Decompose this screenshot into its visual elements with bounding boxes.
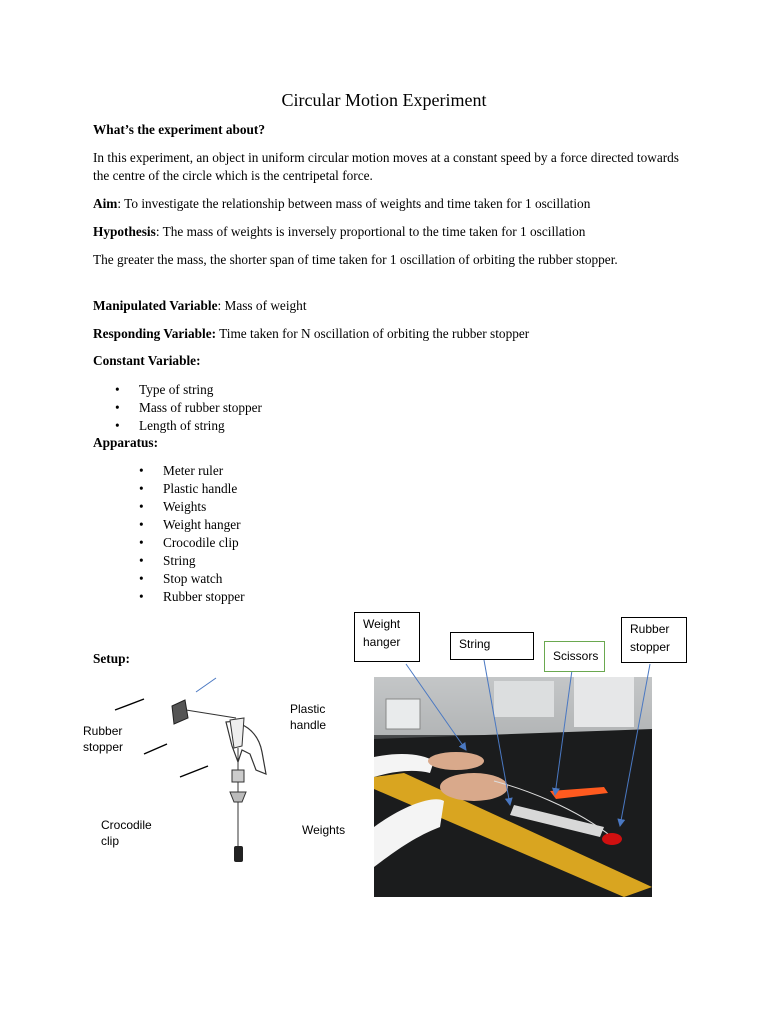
aim-text: : To investigate the relationship between mass of weights and time taken for 1 oscillation (117, 196, 591, 211)
bullet-icon: • (139, 517, 144, 532)
hanging-weight-icon (234, 846, 243, 862)
plastic-handle-label: Plastic handle (290, 702, 327, 732)
manipulated-text: : Mass of weight (217, 298, 307, 313)
list-item: • Mass of rubber stopper (115, 400, 262, 415)
responding-text: Time taken for N oscillation of orbiting the rubber stopper (216, 326, 530, 341)
question-heading: What’s the experiment about? (93, 122, 265, 137)
rubber-stopper-label: Rubber stopper (83, 724, 124, 754)
pointer-line (115, 699, 144, 710)
manipulated-variable-line (93, 297, 693, 315)
list-item: • Length of string (115, 418, 225, 433)
bullet-icon: • (115, 400, 120, 415)
constant-variable-heading: Constant Variable: (93, 353, 201, 368)
bullet-icon: • (139, 499, 144, 514)
apparatus-heading: Apparatus: (93, 435, 159, 450)
scissors-callout: Scissors (544, 641, 605, 672)
page-title: Circular Motion Experiment (281, 90, 487, 110)
aim-line (93, 195, 693, 213)
weights-label: Weights (302, 823, 346, 837)
manipulated-label: Manipulated Variable (93, 298, 218, 313)
list-item: • Weight hanger (139, 517, 241, 532)
plastic-handle-icon (230, 718, 244, 748)
apparatus-list (139, 462, 245, 606)
hypothesis-line (93, 223, 693, 241)
bullet-icon: • (115, 382, 120, 397)
list-item: • Rubber stopper (139, 589, 245, 604)
experiment-photo (374, 677, 652, 897)
weight-hanger-callout: Weight hanger (354, 612, 420, 662)
list-item: • Type of string (115, 382, 214, 397)
bullet-icon: • (139, 535, 144, 550)
pointer-line (144, 744, 167, 754)
list-item: • Plastic handle (139, 481, 238, 496)
aim-label: Aim (93, 196, 118, 211)
crocodile-clip-icon (230, 792, 246, 802)
list-item: • Stop watch (139, 571, 223, 586)
bullet-icon: • (139, 571, 144, 586)
hypothesis-label: Hypothesis (93, 224, 156, 239)
bullet-icon: • (139, 553, 144, 568)
pointer-line (196, 678, 216, 692)
responding-label: Responding Variable: (93, 326, 217, 341)
list-item: • Crocodile clip (139, 535, 239, 550)
constant-variable-list (115, 381, 262, 435)
bullet-icon: • (115, 418, 120, 433)
pointer-line (180, 766, 208, 777)
intro-paragraph: In this experiment, an object in uniform circular motion moves at a constant speed by a force directed towards the centre of the circle which is the centripetal force. (93, 150, 679, 183)
weights-icon (232, 770, 244, 782)
crocodile-clip-label: Crocodile clip (101, 818, 152, 848)
hypothesis-text: : The mass of weights is inversely proportional to the time taken for 1 oscillation (155, 224, 586, 239)
list-item: • Meter ruler (139, 463, 224, 478)
rubber-stopper-icon (172, 700, 188, 724)
list-item: • Weights (139, 499, 207, 514)
bullet-icon: • (139, 589, 144, 604)
rubber-stopper-callout: Rubber stopper (621, 617, 687, 663)
greater-mass-paragraph: The greater the mass, the shorter span of time taken for 1 oscillation of orbiting the rubber stopper. (93, 252, 618, 267)
string-line (186, 710, 236, 718)
string-callout: String (450, 632, 534, 660)
responding-variable-line (93, 325, 693, 343)
bullet-icon: • (139, 481, 144, 496)
bullet-icon: • (139, 463, 144, 478)
list-item: • String (139, 553, 196, 568)
setup-heading: Setup: (93, 651, 130, 666)
